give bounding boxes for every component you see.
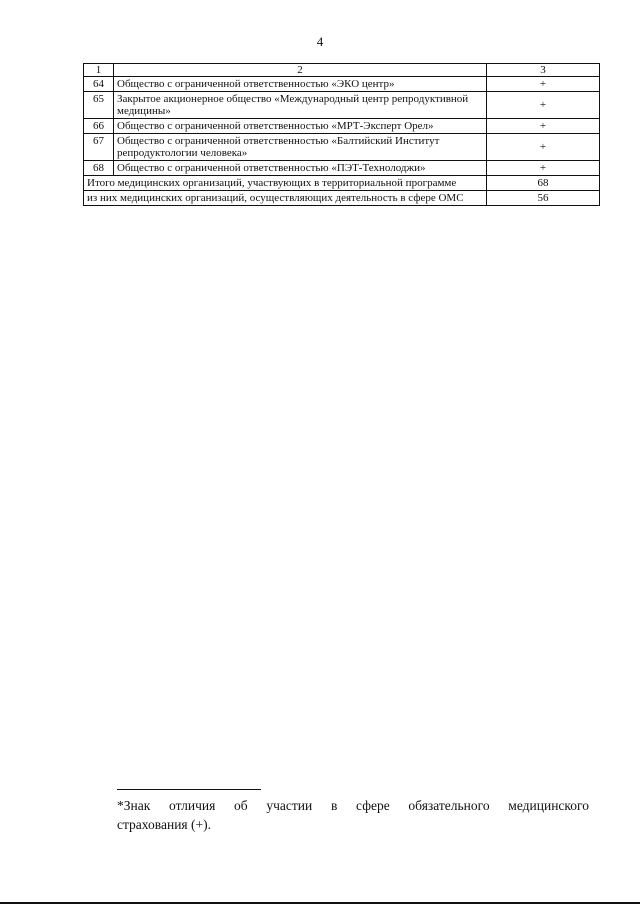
organization-name: Общество с ограниченной ответственностью «Балтийский Институт репродуктологии человека»	[114, 134, 487, 161]
oms-total-row	[84, 191, 600, 206]
header-col-2: 2	[114, 64, 487, 77]
table-row	[84, 77, 600, 92]
header-col-3: 3	[487, 64, 600, 77]
total-row	[84, 176, 600, 191]
organization-name: Закрытое акционерное общество «Международный центр репродуктивной медицины»	[114, 92, 487, 119]
row-number: 67	[84, 134, 114, 161]
footnote-line-2: страхования (+).	[117, 817, 211, 832]
oms-mark: +	[487, 134, 600, 161]
table-row	[84, 161, 600, 176]
organization-name: Общество с ограниченной ответственностью «ПЭТ-Технолоджи»	[114, 161, 487, 176]
footnote-line-1: *Знак отличия об участии в сфере обязательного медицинского	[117, 798, 589, 813]
total-value: 68	[487, 176, 600, 191]
footnote-divider	[117, 789, 261, 790]
oms-mark: +	[487, 77, 600, 92]
table-row	[84, 134, 600, 161]
oms-mark: +	[487, 161, 600, 176]
oms-mark: +	[487, 92, 600, 119]
oms-total-label: из них медицинских организаций, осуществляющих деятельность в сфере ОМС	[84, 191, 487, 206]
footnote	[117, 796, 589, 834]
row-number: 68	[84, 161, 114, 176]
organization-name: Общество с ограниченной ответственностью «ЭКО центр»	[114, 77, 487, 92]
row-number: 65	[84, 92, 114, 119]
header-col-1: 1	[84, 64, 114, 77]
page-number: 4	[316, 34, 324, 49]
table-header-row	[84, 64, 600, 77]
bottom-border	[0, 902, 640, 904]
oms-mark: +	[487, 119, 600, 134]
row-number: 66	[84, 119, 114, 134]
organization-name: Общество с ограниченной ответственностью «МРТ-Эксперт Орел»	[114, 119, 487, 134]
row-number: 64	[84, 77, 114, 92]
table-row	[84, 119, 600, 134]
oms-total-value: 56	[487, 191, 600, 206]
organizations-table	[83, 63, 600, 206]
total-label: Итого медицинских организаций, участвующих в территориальной программе	[84, 176, 487, 191]
table-row	[84, 92, 600, 119]
